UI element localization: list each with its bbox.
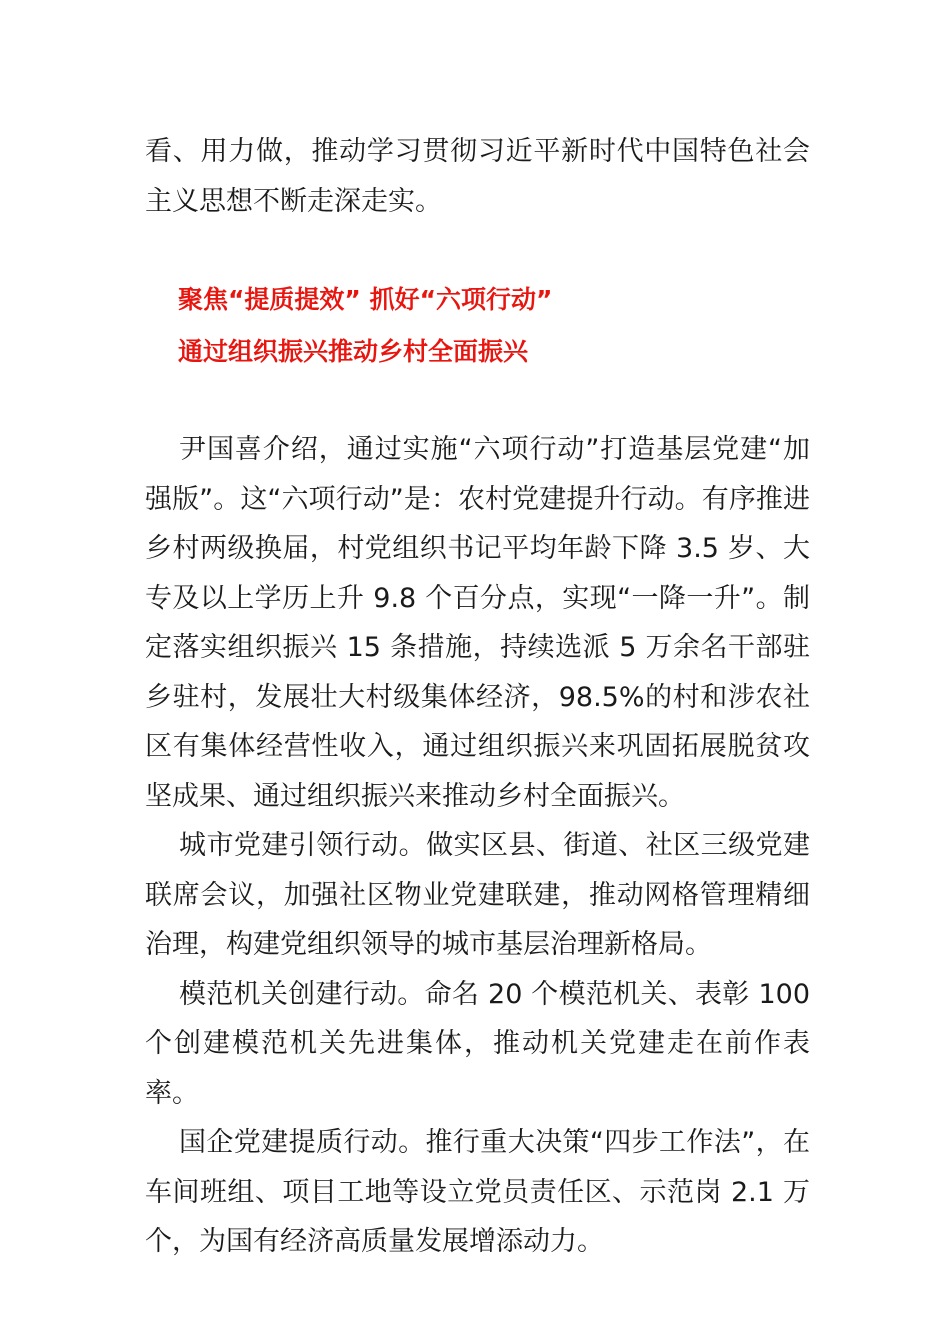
intro-block (145, 127, 810, 226)
section-heading-line2: 通过组织振兴推动乡村全面振兴 (178, 337, 529, 366)
paragraph-soe: 国企党建提质行动。推行重大决策“四步工作法”，在车间班组、项目工地等设立党员责任区、示范岗 2.1 万个，为国有经济高质量发展增添动力。 (145, 1127, 810, 1257)
article-body (145, 425, 810, 1267)
paragraph-rural: 尹国喜介绍，通过实施“六项行动”打造基层党建“加强版”。这“六项行动”是：农村党建提升行动。有序推进乡村两级换届，村党组织书记平均年龄下降 3.5 岁、大专及以上学历上升 9.8 个百分点，实现“一降一升”。制定落实组织振兴 15 条措施，持续选派 5 万余名干部驻乡驻村，发展壮大村级集体经济，98.5%的村和涉农社区有集体经营性收入，通过组织振兴来巩固拓展脱贫攻坚成果、通过组织振兴来推动乡村全面振兴。 (145, 434, 810, 812)
paragraph-model-organs: 模范机关创建行动。命名 20 个模范机关、表彰 100 个创建模范机关先进集体，推动机关党建走在前作表率。 (145, 978, 810, 1109)
section-heading-line1: 聚焦“提质提效” 抓好“六项行动” (178, 285, 553, 314)
intro-continuation: 看、用力做，推动学习贯彻习近平新时代中国特色社会主义思想不断走深走实。 (145, 136, 810, 217)
paragraph-urban: 城市党建引领行动。做实区县、街道、社区三级党建联席会议，加强社区物业党建联建，推动网格管理精细治理，构建党组织领导的城市基层治理新格局。 (145, 830, 810, 960)
